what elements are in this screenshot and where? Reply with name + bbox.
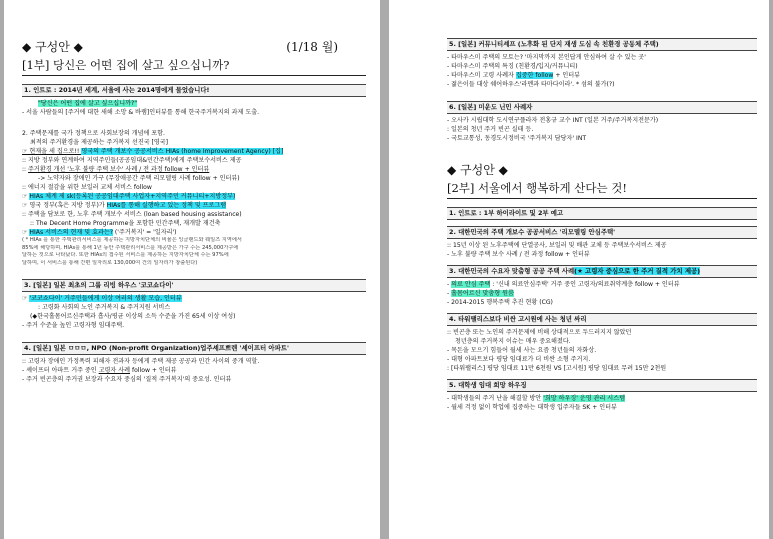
small-note: 달하며, 이 서비스를 통해 간편 일자리로 130,000여 건의 일자리가 창출된다) (22, 259, 198, 266)
section-title: 4. 타워팰리스보다 비싼 고시원에 사는 청년 싸리 (447, 313, 757, 326)
text-line: ☞ HIAs 체계 제 sk(등록된 공공임대주택 사업자+지역주민 커뮤니티+지방정부) (22, 193, 236, 200)
section-title: 4. [일본] 일본 ㅁㅁㅁ, NPO (Non-profit Organization)업주셰프쁘렌 '셰이프터 아파트' (22, 342, 366, 355)
highlight: (★ 고령자 중심으로 한 주거 질적 가치 제공) (574, 267, 701, 275)
section-title: 1. 인트로 : 2014년 세계, 서울에 사는 2014명에게 물었습니다! (22, 84, 366, 97)
highlighted-quote: "당신은 어떤 집에 살고 싶으십니까?" (38, 100, 137, 107)
section-title: 6. [일본] 미운도 닌민 사례자 (447, 101, 757, 114)
section-2 (22, 129, 366, 267)
section-title: 1. 인트로 : 1부 하이라이트 및 2부 예고 (447, 207, 757, 220)
section-r3 (447, 265, 757, 307)
section-r1 (447, 207, 757, 220)
section-1 (22, 84, 366, 117)
section-6 (447, 101, 757, 143)
text-line: :: 지방 정부와 연계하여 지역주민들(공공임대&민간주택)에게 주택보수서비스 제공 (22, 157, 242, 164)
text-line: 2. 주택문제를 국가 정책으로 사회보장의 개념에 포함. (22, 130, 165, 137)
section-title: 3. [일본] 일본 최초의 그룹 리빙 하우스 '코코쇼다이' (22, 279, 366, 292)
text-line: - 2014-2015 행복주택 추진 현황 (CG) (447, 299, 553, 306)
document-page-left (4, 0, 380, 539)
text-line: - 주거 빈곤층의 주거권 보장과 수요자 중심의 '질적 주거복지'의 중요성. 인터뷰 (22, 376, 232, 384)
text-line: 최적의 주거환경을 제공하는 주거복지 선진국 [영국] (30, 139, 169, 146)
text-line: (◆한국홀몸어르신주택과 흡사/평균 이상의 소득 수준을 가진 65세 이상 여성) (30, 313, 236, 321)
small-note: ( * HIAs 를 통한 주택관리서비스를 제공하는 지방자치단체의 비율은 잉글랜드와 웨일즈 지역에서 (22, 237, 242, 243)
section-title: 2. 대한민국의 주택 개보수 공공서비스 '리모델링 안심주택' (447, 226, 757, 239)
text-line: - 타마우스미 고령 사례자 집중한 follow + 인터뷰 (447, 72, 581, 79)
highlight: HIAs 체계 제 sk(등록된 공공임대주택 사업자+지역주민 커뮤니티+지방정부) (29, 193, 236, 200)
highlight: '희망 하우징' 운영 관리 시스템 (543, 395, 625, 402)
underlined-text: 고령자 사례 (98, 367, 131, 375)
highlight: 홀몸어르신 맞춤형 원룸 (451, 290, 514, 297)
section-4 (22, 342, 366, 384)
text-line: - 셰이프터 아파트 거주 중인 고령자 사례 follow + 인터뷰 (22, 367, 177, 375)
text-line: - 의료 안심 주택 : '신내 의료안심주택' 거주 중인 고령자/의료취약계층 follow + 인터뷰 (447, 281, 680, 288)
text-line: ☞ HIAs 서비스의 현재 및 효과는? ('주거복지' = '일자리') (22, 229, 177, 236)
page-header (22, 38, 366, 55)
section-r5 (447, 379, 757, 412)
page-header (447, 161, 757, 178)
text-line: :: 15년 이상 된 노후주택에 단열공사, 보일러 및 배관 교체 등 주택보수서비스 제공 (447, 242, 667, 249)
text-line: - 젊은이들 대상 쉐어하우스'라멘과 타마다이라'. * 섬의 불가(?) (447, 81, 615, 88)
text-line: - 타마우스미 주택의 특징 (친환경/입지/커뮤니티) (447, 63, 578, 70)
highlight: HIAs를 통해 실행하고 있는 정책 및 프로그램 (106, 202, 227, 209)
text-line: ☞ 현재을 세 집으로!! 영국의 주택 개보수 공공서비스 HIAs (home Improvement Agency) [집] (22, 148, 284, 155)
page-date: (1/18 월) (286, 40, 338, 54)
text-line: - 국토교통성, 동경도시정비국 '주거복지 담당자' INT (447, 135, 587, 142)
section-title: 3. 대한민국의 수요자 맞춤형 공공 주택 사례(★ 고령자 중심으로 한 주거 질적 가치 제공) (447, 265, 757, 278)
text-line: - 목돈을 모으기 힘들어 월세 사는 요즘 청년들의 자화상. (447, 347, 597, 354)
text-line: - 홀몸어르신 맞춤형 원룸 (447, 290, 514, 297)
text-line: :: 주거환경 개선 '노후 불량 주택 보수' 사례 / 전 과정 follow + 인터뷰 (22, 166, 210, 173)
highlight: HIAs 서비스의 현재 및 효과는? (29, 229, 113, 236)
section-5 (447, 38, 757, 89)
section-title: 5. [일본] 커뮤니티셰프 (노후화 된 단지 재생 도심 속 친환경 공동체 주택) (447, 38, 757, 51)
page-title: ◆ 구성안 ◆ (447, 163, 508, 177)
text-line: ☞ '코코쇼다이' 거주민들에게 이상 여러의 생활 모습, 인터뷰 (22, 295, 182, 303)
text-line: ☞ 영국 정부(혹은 지방 정부)가 HIAs를 통해 실행하고 있는 정책 및 프로그램 (22, 202, 227, 209)
page-title: ◆ 구성안 ◆ (22, 40, 83, 54)
section-r2 (447, 226, 757, 259)
text-line: :: 빈곤층 또는 노인의 주거문제에 비해 상대적으로 두드러지지 않았던 (447, 329, 632, 336)
small-note: 달하는 것으로 나타났다. 또한 HIAs의 접수된 서비스를 제공하는 지방자치단체 수는 97%에 (22, 252, 229, 259)
text-line: 청년층의 주거복지 이슈는 매우 중요해졌다. (455, 338, 571, 345)
text-line: - 대학생들의 주거 난을 해결할 방안 '희망 하우징' 운영 관리 시스템 (447, 395, 625, 402)
underlined-text: 주거환경 개선 '노후 불량 주택 보수' 사례 / 전 과정 follow + 인터뷰 (28, 166, 210, 173)
part-subtitle: [2부] 서울에서 행복하게 산다는 것! (447, 180, 757, 199)
highlight: 집중한 follow (515, 72, 554, 79)
text-line: - 월세 걱정 없이 학업에 집중하는 대학생 입주자들 SK + 인터뷰 (447, 404, 617, 411)
text-line: - 주거 수준을 높인 고령자형 임대주택. (22, 322, 125, 330)
section-title: 5. 대학생 임대 희망 하우징 (447, 379, 757, 392)
document-page-right (389, 0, 769, 539)
text-line: - 대형 아파트보다 평당 임대료가 더 비싼 소형 주거지. (447, 356, 591, 363)
text-line: :: The Decent Home Programme을 포함한 민간주택, 재개발 재건축 (30, 220, 221, 227)
part-subtitle: [1부] 당신은 어떤 집에 살고 싶으십니까? (22, 57, 366, 76)
text-line: :: 고령자 장애인 가정폭력 피해자 전과자 등에게 주택 제공 공공과 민간 사이의 중개 역할. (22, 358, 260, 366)
section-r4 (447, 313, 757, 373)
highlight: 의료 안심 주택 (451, 281, 491, 288)
highlight: 영국의 주택 개보수 공공서비스 HIAs (home Improvement Agency) [집] (81, 148, 284, 155)
highlight: '코코쇼다이' 거주민들에게 이상 여러의 생활 모습, 인터뷰 (29, 295, 182, 303)
text-line: -> 노약자와 장애인 가구 (무장애공간 주택 리모델링 사례 follow + 인터뷰) (38, 175, 240, 182)
text-line: - 오사카 시립대학 도시연구플라자 전홍규 교수 INT (일본 거주/주거복지전문가) (447, 117, 659, 124)
text-line: :: 주택을 담보로 한, 노후 주택 개보수 서비스 (loan based housing assistance) (22, 211, 242, 218)
text-line: - 서울 사람들의 [주거에 대한 새해 소망 & 바램]인터뷰를 통해 한국주거복지의 과제 도출. (22, 109, 260, 116)
text-line: : 일본의 청년 주거 빈곤 실태 등. (447, 126, 534, 133)
text-line: : 고령화 사회의 노인 주거복지 & 주거지원 서비스 (38, 304, 171, 312)
small-note: 85%에 해당하며, HIAs를 통해 1년 동안 주택관리서비스를 제공받은 가구 수는 245,000가구에 (22, 244, 239, 251)
text-line: - 타마우스미 주택의 모토는? '마지막까지 본인답게 안심하여 살 수 있는 곳' (447, 54, 646, 61)
text-line: : [타워팰리스] 평당 임대료 11만 6천원 VS [고시원] 평당 임대료 무려 15만 2천원 (447, 365, 667, 372)
text-line: - 노후 불량 주택 보수 사례 / 전 과정 follow + 인터뷰 (447, 251, 590, 258)
text-line: :: 에너지 절감을 위한 보일러 교체 서비스 follow (22, 184, 152, 191)
section-3 (22, 279, 366, 330)
